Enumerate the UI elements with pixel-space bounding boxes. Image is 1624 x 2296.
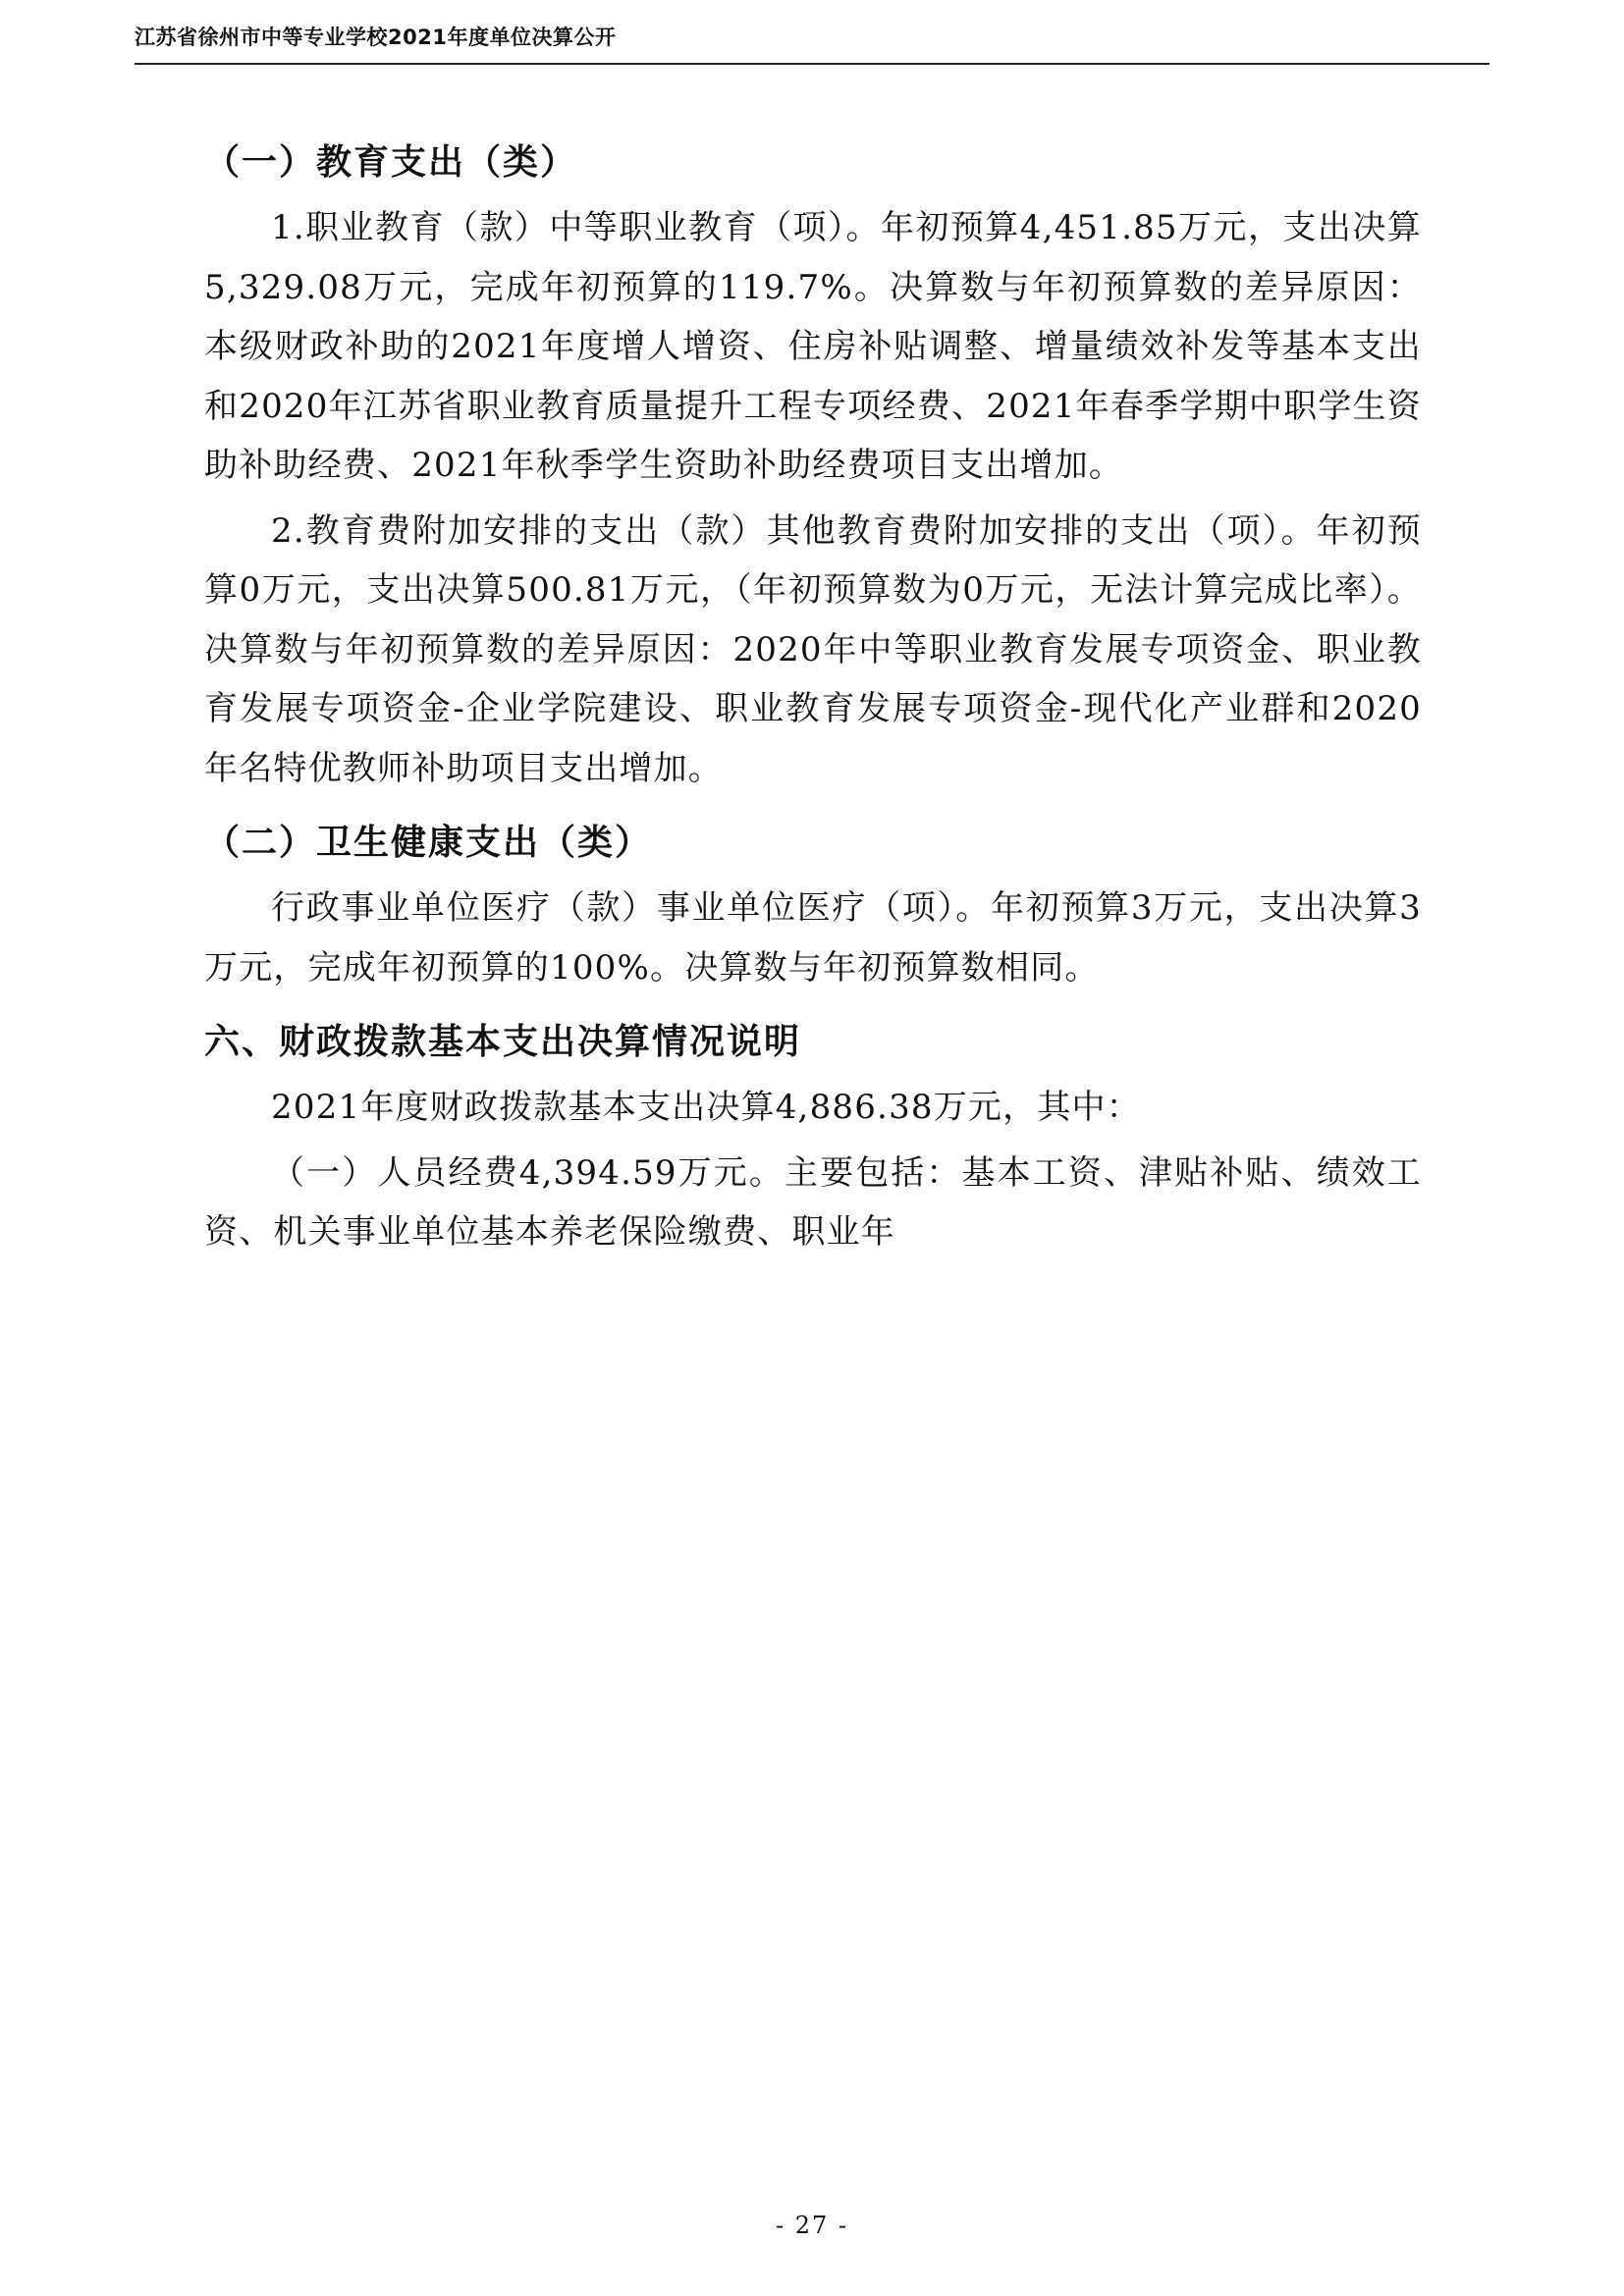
paragraph-personnel-expenses: （一）人员经费4,394.59万元。主要包括：基本工资、津贴补贴、绩效工资、机关事业单位基本养老保险缴费、职业年 <box>204 1152 1422 1253</box>
section-heading-basic-expenditure: 六、财政拨款基本支出决算情况说明 <box>204 1021 802 1063</box>
paragraph-basic-expenditure-total: 2021年度财政拨款基本支出决算4,886.38万元，其中： <box>271 1088 1141 1128</box>
page-header <box>135 22 1489 65</box>
page-footer <box>0 2212 1624 2239</box>
page-number: - 27 - <box>775 2212 848 2239</box>
paragraph-vocational-education: 1.职业教育（款）中等职业教育（项）。年初预算4,451.85万元，支出决算5,329.08万元，完成年初预算的119.7%。决算数与年初预算数的差异原因：本级财政补助的2021年度增人增资、住房补贴调整、增量绩效补发等基本支出和2020年江苏省职业教育质量提升工程专项经费、2021年春季学期中职学生资助补助经费、2021年秋季学生资助补助经费项目支出增加。 <box>204 208 1422 486</box>
document-content <box>204 118 1422 1268</box>
paragraph-public-institution-medical: 行政事业单位医疗（款）事业单位医疗（项）。年初预算3万元，支出决算3万元，完成年初预算的100%。决算数与年初预算数相同。 <box>204 888 1422 988</box>
header-title: 江苏省徐州市中等专业学校2021年度单位决算公开 <box>135 26 617 49</box>
section-heading-health-expenditure: （二）卫生健康支出（类） <box>204 822 653 864</box>
section-heading-education-expenditure: （一）教育支出（类） <box>204 141 578 183</box>
paragraph-education-surcharge: 2.教育费附加安排的支出（款）其他教育费附加安排的支出（项）。年初预算0万元，支出决算500.81万元，（年初预算数为0万元，无法计算完成比率）。决算数与年初预算数的差异原因：2020年中等职业教育发展专项资金、职业教育发展专项资金-企业学院建设、职业教育发展专项资金-现代化产业群和2020年名特优教师补助项目支出增加。 <box>204 510 1422 788</box>
